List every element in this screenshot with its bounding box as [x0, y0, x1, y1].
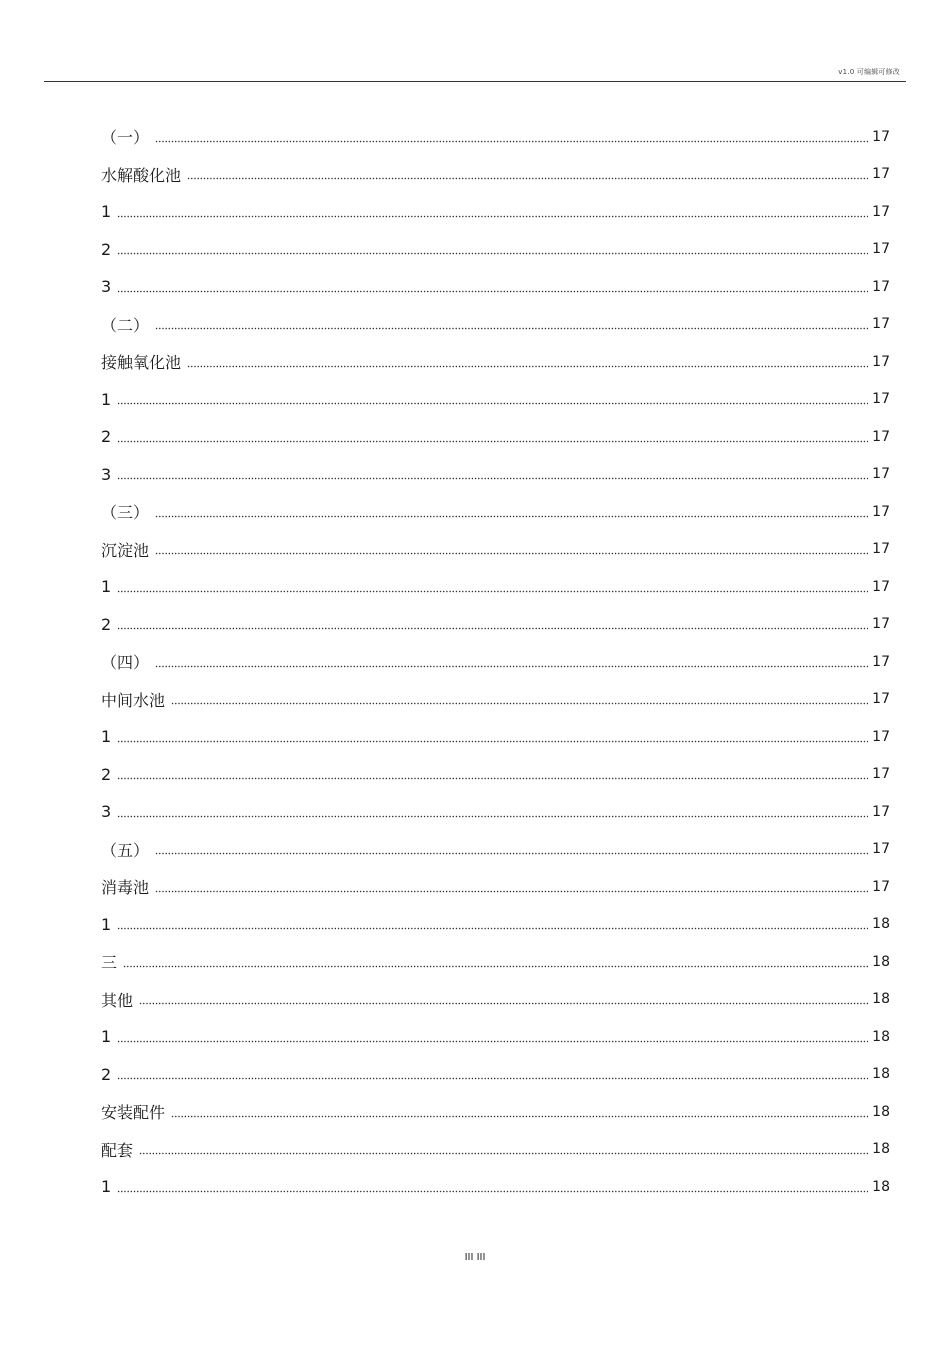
toc-entry-label: （五）: [101, 840, 150, 860]
toc-entry[interactable]: [101, 1018, 890, 1056]
toc-dot-leader: [117, 242, 868, 256]
toc-entry-label: 2: [101, 764, 112, 784]
toc-dot-leader: [117, 467, 868, 481]
toc-entry[interactable]: [101, 381, 890, 419]
toc-dot-leader: [123, 955, 868, 969]
toc-entry-label: 接触氧化池: [101, 353, 182, 373]
toc-entry-page: 17: [872, 241, 890, 258]
toc-entry-label: 1: [101, 577, 112, 597]
toc-entry-label: 其他: [101, 990, 134, 1010]
toc-dot-leader: [155, 880, 868, 894]
toc-entry-label: （四）: [101, 653, 150, 673]
toc-entry[interactable]: [101, 606, 890, 644]
toc-entry[interactable]: [101, 343, 890, 381]
toc-entry[interactable]: [101, 156, 890, 194]
toc-entry-page: 17: [872, 578, 890, 595]
toc-entry-page: 17: [872, 766, 890, 783]
toc-dot-leader: [117, 430, 868, 444]
toc-dot-leader: [117, 805, 868, 819]
toc-entry-page: 17: [872, 391, 890, 408]
toc-entry-page: 17: [872, 278, 890, 295]
toc-entry-page: 18: [872, 916, 890, 933]
toc-entry-page: 17: [872, 541, 890, 558]
toc-dot-leader: [117, 1030, 868, 1044]
toc-entry[interactable]: [101, 906, 890, 944]
toc-entry-label: 1: [101, 1177, 112, 1197]
toc-entry-label: 配套: [101, 1140, 134, 1160]
toc-dot-leader: [117, 767, 868, 781]
toc-entry-label: 3: [101, 277, 112, 297]
page-number: III III: [464, 1252, 486, 1263]
toc-entry-label: 1: [101, 914, 112, 934]
toc-entry[interactable]: [101, 568, 890, 606]
toc-dot-leader: [155, 542, 868, 556]
toc-entry[interactable]: [101, 418, 890, 456]
toc-entry[interactable]: [101, 943, 890, 981]
table-of-contents: [101, 118, 890, 1206]
toc-entry[interactable]: [101, 268, 890, 306]
toc-entry[interactable]: [101, 1093, 890, 1131]
toc-dot-leader: [155, 842, 868, 856]
toc-entry[interactable]: [101, 1131, 890, 1169]
toc-entry-label: 2: [101, 239, 112, 259]
toc-entry-page: 18: [872, 953, 890, 970]
toc-entry[interactable]: [101, 793, 890, 831]
toc-dot-leader: [155, 505, 868, 519]
toc-entry-label: 水解酸化池: [101, 165, 182, 185]
toc-entry[interactable]: [101, 681, 890, 719]
toc-dot-leader: [117, 917, 868, 931]
toc-dot-leader: [171, 1105, 868, 1119]
toc-entry-label: 3: [101, 802, 112, 822]
toc-entry[interactable]: [101, 643, 890, 681]
toc-dot-leader: [187, 355, 868, 369]
toc-entry[interactable]: [101, 531, 890, 569]
toc-entry-label: 安装配件: [101, 1103, 166, 1123]
toc-dot-leader: [139, 992, 868, 1006]
toc-entry-page: 17: [872, 503, 890, 520]
toc-entry-label: 1: [101, 389, 112, 409]
toc-entry[interactable]: [101, 193, 890, 231]
toc-entry[interactable]: [101, 868, 890, 906]
toc-entry-label: 消毒池: [101, 878, 150, 898]
header-version-text: v1.0 可编辑可修改: [838, 68, 900, 76]
toc-entry-page: 18: [872, 1141, 890, 1158]
toc-dot-leader: [155, 317, 868, 331]
toc-entry-label: （二）: [101, 315, 150, 335]
toc-entry-label: 2: [101, 1064, 112, 1084]
toc-dot-leader: [117, 1067, 868, 1081]
toc-entry-page: 17: [872, 128, 890, 145]
toc-entry[interactable]: [101, 456, 890, 494]
toc-entry-label: 三: [101, 953, 118, 973]
toc-entry-page: 18: [872, 991, 890, 1008]
toc-entry-label: 中间水池: [101, 690, 166, 710]
toc-entry-page: 17: [872, 653, 890, 670]
toc-dot-leader: [117, 205, 868, 219]
toc-entry-page: 17: [872, 203, 890, 220]
toc-entry[interactable]: [101, 831, 890, 869]
toc-entry-page: 17: [872, 466, 890, 483]
toc-entry-label: （三）: [101, 503, 150, 523]
toc-entry-page: 17: [872, 616, 890, 633]
toc-entry-label: 沉淀池: [101, 540, 150, 560]
toc-entry[interactable]: [101, 1056, 890, 1094]
toc-entry-page: 17: [872, 728, 890, 745]
toc-dot-leader: [117, 580, 868, 594]
toc-entry-page: 18: [872, 1178, 890, 1195]
toc-entry-page: 17: [872, 878, 890, 895]
toc-entry[interactable]: [101, 493, 890, 531]
toc-entry-label: 1: [101, 202, 112, 222]
toc-dot-leader: [117, 1180, 868, 1194]
toc-entry-page: 18: [872, 1066, 890, 1083]
toc-entry-label: （一）: [101, 128, 150, 148]
toc-entry-page: 17: [872, 353, 890, 370]
toc-entry-label: 2: [101, 427, 112, 447]
header-rule: [44, 81, 906, 82]
toc-entry-label: 2: [101, 614, 112, 634]
toc-entry[interactable]: [101, 1168, 890, 1206]
toc-dot-leader: [155, 655, 868, 669]
toc-entry-page: 18: [872, 1028, 890, 1045]
toc-entry-page: 17: [872, 841, 890, 858]
toc-entry-page: 17: [872, 316, 890, 333]
toc-dot-leader: [155, 130, 868, 144]
toc-entry[interactable]: [101, 756, 890, 794]
toc-entry-page: 18: [872, 1103, 890, 1120]
toc-entry[interactable]: [101, 306, 890, 344]
toc-dot-leader: [171, 692, 868, 706]
toc-entry-page: 17: [872, 803, 890, 820]
toc-dot-leader: [117, 617, 868, 631]
toc-entry-page: 17: [872, 691, 890, 708]
toc-dot-leader: [139, 1142, 868, 1156]
toc-dot-leader: [117, 280, 868, 294]
toc-entry-page: 17: [872, 166, 890, 183]
toc-entry[interactable]: [101, 981, 890, 1019]
toc-entry-label: 3: [101, 464, 112, 484]
toc-dot-leader: [117, 730, 868, 744]
toc-dot-leader: [187, 167, 868, 181]
toc-entry-label: 1: [101, 727, 112, 747]
toc-entry[interactable]: [101, 231, 890, 269]
toc-dot-leader: [117, 392, 868, 406]
toc-entry[interactable]: [101, 718, 890, 756]
toc-entry-page: 17: [872, 428, 890, 445]
toc-entry[interactable]: [101, 118, 890, 156]
toc-entry-label: 1: [101, 1027, 112, 1047]
